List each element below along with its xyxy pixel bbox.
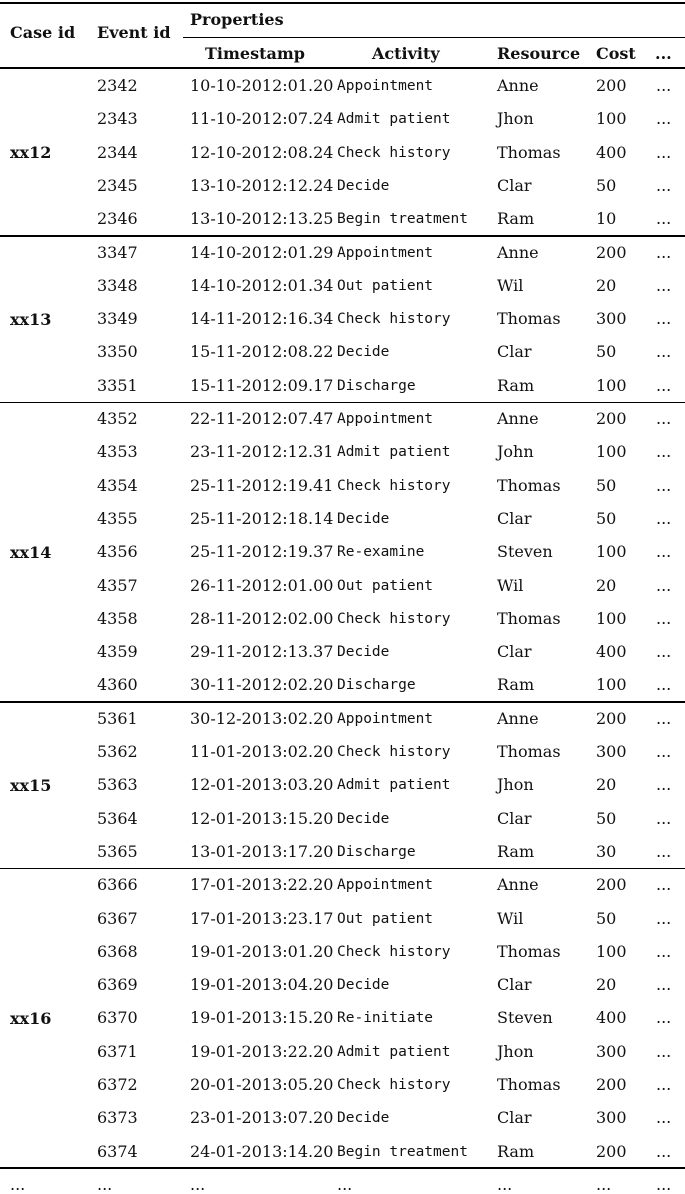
activity-cell: Check history bbox=[337, 144, 451, 161]
resource-cell: Jhon bbox=[497, 109, 534, 129]
timestamp-cell: 19-01-2013:01.20 bbox=[190, 941, 334, 961]
timestamp-cell: 14-11-2012:16.34 bbox=[190, 309, 334, 329]
table-top-rule bbox=[0, 2, 685, 4]
resource-cell: Wil bbox=[497, 575, 524, 595]
activity-cell: Discharge bbox=[337, 677, 416, 694]
resource-cell: Thomas bbox=[497, 608, 561, 628]
activity-cell: Decide bbox=[337, 177, 390, 194]
activity-cell: Check history bbox=[337, 943, 451, 960]
more-cell: ... bbox=[656, 76, 672, 95]
event-id-cell: 5362 bbox=[97, 742, 138, 761]
more-cell: ... bbox=[656, 142, 672, 162]
event-id-cell: 3348 bbox=[97, 275, 138, 295]
event-id-cell: 6368 bbox=[97, 941, 138, 961]
timestamp-cell: 13-01-2013:17.20 bbox=[190, 841, 334, 861]
event-id-cell: 5363 bbox=[97, 775, 138, 795]
more-cell: ... bbox=[656, 242, 672, 262]
resource-cell: Thomas bbox=[497, 142, 561, 162]
event-id-cell: 6372 bbox=[97, 1075, 138, 1094]
resource-cell: Steven bbox=[497, 542, 553, 562]
resource-cell: Ram bbox=[497, 841, 535, 861]
event-id-cell: 4360 bbox=[97, 675, 138, 695]
cost-cell: 100 bbox=[596, 109, 627, 129]
more-cell: ... bbox=[656, 675, 672, 695]
event-id-cell: 2342 bbox=[97, 76, 138, 95]
header-properties: Properties bbox=[190, 10, 284, 29]
more-cell: ... bbox=[656, 808, 672, 828]
more-cell: ... bbox=[656, 1041, 672, 1061]
table-bottom-rule bbox=[0, 1167, 685, 1169]
group-separator-rule bbox=[0, 402, 685, 404]
case-id-cell: xx12 bbox=[10, 143, 52, 163]
event-id-cell: 5365 bbox=[97, 841, 138, 861]
activity-cell: Appointment bbox=[337, 877, 434, 894]
more-cell: ... bbox=[656, 1108, 672, 1128]
timestamp-cell: 11-01-2013:02.20 bbox=[190, 742, 334, 761]
timestamp-cell: 24-01-2013:14.20 bbox=[190, 1141, 334, 1161]
cost-cell: 200 bbox=[596, 1141, 627, 1161]
cost-cell: 50 bbox=[596, 342, 617, 362]
footer-case-ellipsis: ... bbox=[10, 1175, 26, 1194]
more-cell: ... bbox=[656, 742, 672, 761]
resource-cell: Clar bbox=[497, 642, 532, 662]
resource-cell: Clar bbox=[497, 508, 532, 528]
resource-cell: Ram bbox=[497, 675, 535, 695]
cost-cell: 100 bbox=[596, 675, 627, 695]
event-id-cell: 6373 bbox=[97, 1108, 138, 1128]
footer-timestamp-ellipsis: ... bbox=[190, 1175, 206, 1194]
event-id-cell: 3349 bbox=[97, 309, 138, 329]
timestamp-cell: 23-01-2013:07.20 bbox=[190, 1108, 334, 1128]
timestamp-cell: 22-11-2012:07.47 bbox=[190, 409, 334, 428]
cost-cell: 200 bbox=[596, 875, 627, 895]
more-cell: ... bbox=[656, 775, 672, 795]
resource-cell: Jhon bbox=[497, 775, 534, 795]
timestamp-cell: 15-11-2012:08.22 bbox=[190, 342, 334, 362]
cost-cell: 20 bbox=[596, 975, 617, 995]
activity-cell: Re-initiate bbox=[337, 1010, 434, 1027]
header-case-id: Case id bbox=[10, 23, 76, 42]
event-id-cell: 6367 bbox=[97, 908, 138, 928]
event-id-cell: 4357 bbox=[97, 575, 138, 595]
event-id-cell: 2346 bbox=[97, 209, 138, 229]
activity-cell: Decide bbox=[337, 810, 390, 827]
footer-activity-ellipsis: ... bbox=[337, 1175, 353, 1194]
resource-cell: Thomas bbox=[497, 309, 561, 329]
more-cell: ... bbox=[656, 908, 672, 928]
more-cell: ... bbox=[656, 542, 672, 562]
event-id-cell: 3351 bbox=[97, 375, 138, 395]
header-activity: Activity bbox=[372, 44, 440, 63]
properties-underline bbox=[183, 37, 685, 38]
more-cell: ... bbox=[656, 642, 672, 662]
cost-cell: 50 bbox=[596, 908, 617, 928]
more-cell: ... bbox=[656, 309, 672, 329]
cost-cell: 300 bbox=[596, 309, 627, 329]
activity-cell: Out patient bbox=[337, 277, 434, 294]
activity-cell: Re-examine bbox=[337, 544, 425, 561]
activity-cell: Admit patient bbox=[337, 111, 451, 128]
header-event-id: Event id bbox=[97, 23, 171, 42]
timestamp-cell: 25-11-2012:19.41 bbox=[190, 475, 334, 495]
resource-cell: Ram bbox=[497, 375, 535, 395]
group-separator-rule bbox=[0, 235, 685, 237]
event-id-cell: 2345 bbox=[97, 175, 138, 195]
activity-cell: Appointment bbox=[337, 710, 434, 727]
activity-cell: Decide bbox=[337, 977, 390, 994]
cost-cell: 200 bbox=[596, 1075, 627, 1094]
timestamp-cell: 19-01-2013:15.20 bbox=[190, 1008, 334, 1028]
timestamp-cell: 19-01-2013:22.20 bbox=[190, 1041, 334, 1061]
timestamp-cell: 19-01-2013:04.20 bbox=[190, 975, 334, 995]
more-cell: ... bbox=[656, 409, 672, 428]
activity-cell: Discharge bbox=[337, 377, 416, 394]
resource-cell: Clar bbox=[497, 808, 532, 828]
timestamp-cell: 11-10-2012:07.24 bbox=[190, 109, 334, 129]
timestamp-cell: 30-12-2013:02.20 bbox=[190, 708, 334, 728]
cost-cell: 300 bbox=[596, 1041, 627, 1061]
resource-cell: Thomas bbox=[497, 941, 561, 961]
more-cell: ... bbox=[656, 275, 672, 295]
case-id-cell: xx14 bbox=[10, 542, 52, 562]
cost-cell: 50 bbox=[596, 508, 617, 528]
activity-cell: Decide bbox=[337, 510, 390, 527]
more-cell: ... bbox=[656, 1075, 672, 1094]
cost-cell: 50 bbox=[596, 175, 617, 195]
timestamp-cell: 14-10-2012:01.34 bbox=[190, 275, 334, 295]
activity-cell: Appointment bbox=[337, 78, 434, 94]
activity-cell: Out patient bbox=[337, 577, 434, 594]
activity-cell: Check history bbox=[337, 477, 451, 494]
case-id-cell: xx13 bbox=[10, 309, 52, 329]
header-resource: Resource bbox=[497, 44, 581, 63]
more-cell: ... bbox=[656, 875, 672, 895]
timestamp-cell: 25-11-2012:18.14 bbox=[190, 508, 334, 528]
activity-cell: Discharge bbox=[337, 843, 416, 860]
resource-cell: John bbox=[497, 442, 534, 462]
more-cell: ... bbox=[656, 442, 672, 462]
header-cost: Cost bbox=[596, 44, 636, 63]
cost-cell: 30 bbox=[596, 841, 617, 861]
footer-more-ellipsis: ... bbox=[656, 1175, 672, 1194]
event-id-cell: 4353 bbox=[97, 442, 138, 462]
resource-cell: Clar bbox=[497, 342, 532, 362]
resource-cell: Wil bbox=[497, 275, 524, 295]
resource-cell: Thomas bbox=[497, 475, 561, 495]
event-id-cell: 6374 bbox=[97, 1141, 138, 1161]
cost-cell: 100 bbox=[596, 375, 627, 395]
cost-cell: 300 bbox=[596, 1108, 627, 1128]
event-id-cell: 2344 bbox=[97, 142, 138, 162]
event-id-cell: 5364 bbox=[97, 808, 138, 828]
more-cell: ... bbox=[656, 475, 672, 495]
activity-cell: Begin treatment bbox=[337, 211, 468, 228]
cost-cell: 100 bbox=[596, 941, 627, 961]
more-cell: ... bbox=[656, 841, 672, 861]
more-cell: ... bbox=[656, 1141, 672, 1161]
activity-cell: Decide bbox=[337, 344, 390, 361]
event-id-cell: 4355 bbox=[97, 508, 138, 528]
more-cell: ... bbox=[656, 941, 672, 961]
activity-cell: Begin treatment bbox=[337, 1143, 468, 1160]
event-id-cell: 3350 bbox=[97, 342, 138, 362]
cost-cell: 200 bbox=[596, 76, 627, 95]
activity-cell: Appointment bbox=[337, 244, 434, 261]
group-separator-rule bbox=[0, 868, 685, 870]
resource-cell: Anne bbox=[497, 76, 539, 95]
more-cell: ... bbox=[656, 1008, 672, 1028]
more-cell: ... bbox=[656, 109, 672, 129]
cost-cell: 50 bbox=[596, 808, 617, 828]
activity-cell: Check history bbox=[337, 311, 451, 328]
cost-cell: 100 bbox=[596, 608, 627, 628]
header-more: ... bbox=[655, 44, 672, 63]
group-separator-rule bbox=[0, 701, 685, 703]
activity-cell: Admit patient bbox=[337, 777, 451, 794]
timestamp-cell: 12-10-2012:08.24 bbox=[190, 142, 334, 162]
activity-cell: Check history bbox=[337, 610, 451, 627]
event-id-cell: 4356 bbox=[97, 542, 138, 562]
activity-cell: Admit patient bbox=[337, 444, 451, 461]
case-id-cell: xx16 bbox=[10, 1009, 52, 1028]
event-id-cell: 5361 bbox=[97, 708, 138, 728]
more-cell: ... bbox=[656, 975, 672, 995]
cost-cell: 200 bbox=[596, 708, 627, 728]
resource-cell: Ram bbox=[497, 209, 535, 229]
activity-cell: Out patient bbox=[337, 910, 434, 927]
footer-event-ellipsis: ... bbox=[97, 1175, 113, 1194]
cost-cell: 200 bbox=[596, 409, 627, 428]
timestamp-cell: 26-11-2012:01.00 bbox=[190, 575, 334, 595]
more-cell: ... bbox=[656, 375, 672, 395]
cost-cell: 400 bbox=[596, 142, 627, 162]
event-id-cell: 4358 bbox=[97, 608, 138, 628]
cost-cell: 20 bbox=[596, 775, 617, 795]
more-cell: ... bbox=[656, 342, 672, 362]
resource-cell: Anne bbox=[497, 409, 539, 428]
resource-cell: Ram bbox=[497, 1141, 535, 1161]
resource-cell: Thomas bbox=[497, 1075, 561, 1094]
timestamp-cell: 12-01-2013:03.20 bbox=[190, 775, 334, 795]
timestamp-cell: 17-01-2013:22.20 bbox=[190, 875, 334, 895]
cost-cell: 100 bbox=[596, 442, 627, 462]
cost-cell: 10 bbox=[596, 209, 617, 229]
timestamp-cell: 30-11-2012:02.20 bbox=[190, 675, 334, 695]
event-id-cell: 3347 bbox=[97, 242, 138, 262]
event-id-cell: 2343 bbox=[97, 109, 138, 129]
footer-resource-ellipsis: ... bbox=[497, 1175, 513, 1194]
timestamp-cell: 29-11-2012:13.37 bbox=[190, 642, 334, 662]
more-cell: ... bbox=[656, 175, 672, 195]
cost-cell: 20 bbox=[596, 275, 617, 295]
timestamp-cell: 20-01-2013:05.20 bbox=[190, 1075, 334, 1094]
header-timestamp: Timestamp bbox=[205, 44, 305, 63]
event-id-cell: 6366 bbox=[97, 875, 138, 895]
activity-cell: Admit patient bbox=[337, 1043, 451, 1060]
activity-cell: Decide bbox=[337, 644, 390, 661]
resource-cell: Clar bbox=[497, 175, 532, 195]
cost-cell: 400 bbox=[596, 642, 627, 662]
resource-cell: Anne bbox=[497, 875, 539, 895]
resource-cell: Wil bbox=[497, 908, 524, 928]
resource-cell: Steven bbox=[497, 1008, 553, 1028]
timestamp-cell: 13-10-2012:13.25 bbox=[190, 209, 334, 229]
resource-cell: Thomas bbox=[497, 742, 561, 761]
cost-cell: 300 bbox=[596, 742, 627, 761]
event-id-cell: 6369 bbox=[97, 975, 138, 995]
more-cell: ... bbox=[656, 608, 672, 628]
resource-cell: Anne bbox=[497, 708, 539, 728]
timestamp-cell: 10-10-2012:01.20 bbox=[190, 76, 334, 95]
footer-cost-ellipsis: ... bbox=[596, 1175, 612, 1194]
more-cell: ... bbox=[656, 209, 672, 229]
timestamp-cell: 13-10-2012:12.24 bbox=[190, 175, 334, 195]
resource-cell: Clar bbox=[497, 975, 532, 995]
cost-cell: 100 bbox=[596, 542, 627, 562]
resource-cell: Jhon bbox=[497, 1041, 534, 1061]
cost-cell: 400 bbox=[596, 1008, 627, 1028]
more-cell: ... bbox=[656, 575, 672, 595]
resource-cell: Anne bbox=[497, 242, 539, 262]
resource-cell: Clar bbox=[497, 1108, 532, 1128]
timestamp-cell: 17-01-2013:23.17 bbox=[190, 908, 334, 928]
timestamp-cell: 14-10-2012:01.29 bbox=[190, 242, 334, 262]
event-id-cell: 6371 bbox=[97, 1041, 138, 1061]
timestamp-cell: 28-11-2012:02.00 bbox=[190, 608, 334, 628]
activity-cell: Check history bbox=[337, 1077, 451, 1093]
cost-cell: 200 bbox=[596, 242, 627, 262]
timestamp-cell: 23-11-2012:12.31 bbox=[190, 442, 334, 462]
header-bottom-rule bbox=[0, 67, 685, 69]
event-id-cell: 4352 bbox=[97, 409, 138, 428]
activity-cell: Appointment bbox=[337, 411, 434, 427]
timestamp-cell: 15-11-2012:09.17 bbox=[190, 375, 334, 395]
more-cell: ... bbox=[656, 708, 672, 728]
more-cell: ... bbox=[656, 508, 672, 528]
activity-cell: Decide bbox=[337, 1110, 390, 1127]
timestamp-cell: 25-11-2012:19.37 bbox=[190, 542, 334, 562]
cost-cell: 20 bbox=[596, 575, 617, 595]
cost-cell: 50 bbox=[596, 475, 617, 495]
event-id-cell: 4354 bbox=[97, 475, 138, 495]
case-id-cell: xx15 bbox=[10, 775, 52, 795]
event-id-cell: 6370 bbox=[97, 1008, 138, 1028]
event-id-cell: 4359 bbox=[97, 642, 138, 662]
activity-cell: Check history bbox=[337, 744, 451, 760]
timestamp-cell: 12-01-2013:15.20 bbox=[190, 808, 334, 828]
